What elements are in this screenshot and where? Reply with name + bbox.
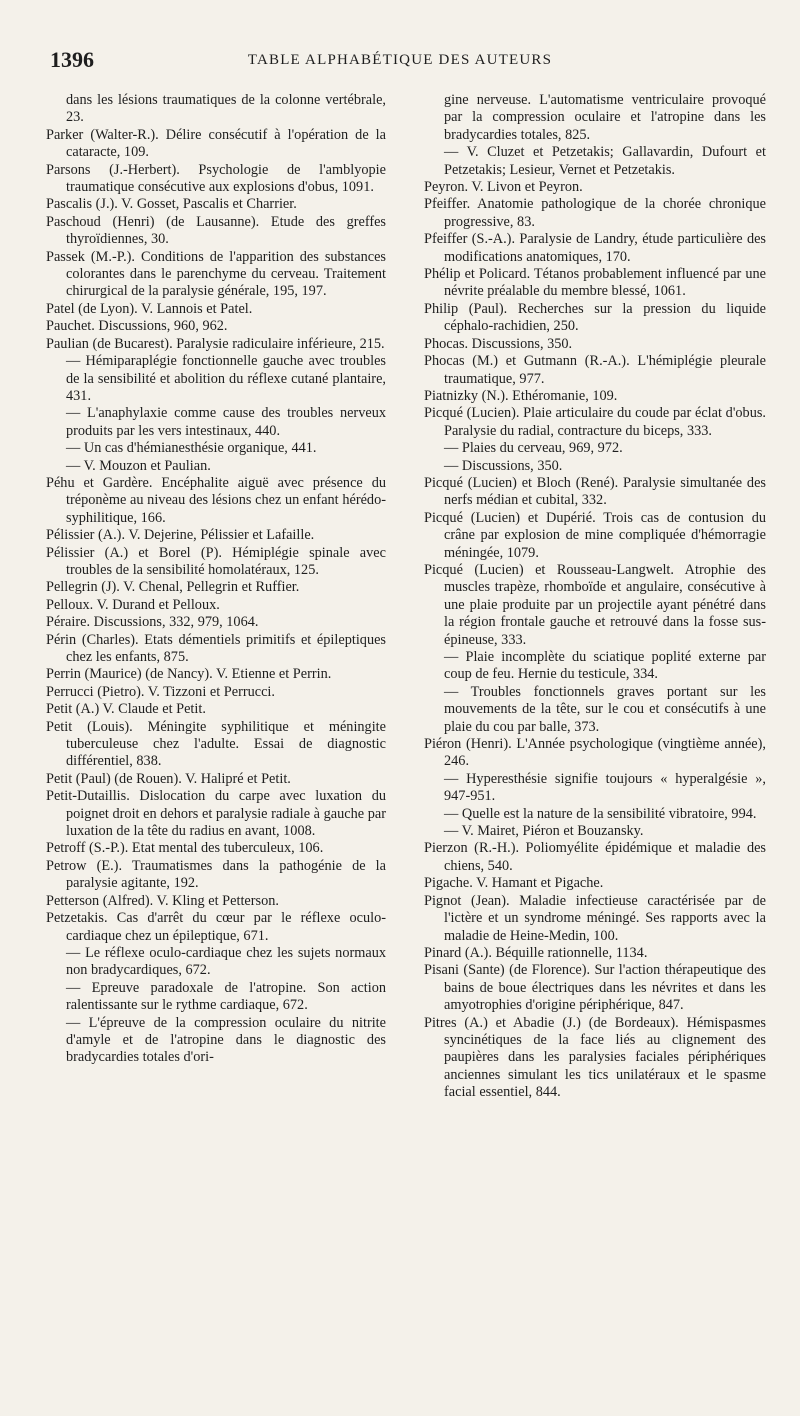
right-column xyxy=(424,92,766,1102)
index-entry: — Un cas d'hémianesthésie organique, 441. xyxy=(66,440,317,457)
index-entry: Parker (Walter-R.). Délire consécutif à l'opération de la cataracte, 109. xyxy=(46,126,386,161)
index-entry: Petrow (E.). Traumatismes dans la pathogénie de la paralysie agitante, 192. xyxy=(46,857,386,892)
index-entry: Piatnizky (N.). Ethéromanie, 109. xyxy=(424,387,618,404)
index-entry: Piéron (Henri). L'Année psychologique (vingtième année), 246. xyxy=(424,736,766,770)
index-entry: — Discussions, 350. xyxy=(444,457,563,474)
index-entry: Pellegrin (J). V. Chenal, Pellegrin et Ruffier. xyxy=(46,579,300,596)
index-entry: Perrucci (Pietro). V. Tizzoni et Perrucci. xyxy=(46,683,275,700)
index-entry: Picqué (Lucien). Plaie articulaire du coude par éclat d'obus. Paralysie du radial, contracture du biceps, 333. xyxy=(424,405,766,439)
index-entry: — Troubles fonctionnels graves portant sur les mouvements de la tête, sur le cou et consécutifs à une plaie du cou par balle, 373. xyxy=(444,683,766,735)
index-entry: — Le réflexe oculo-cardiaque chez les sujets normaux non bradycardiques, 672. xyxy=(66,944,386,979)
index-entry: Pélissier (A.). V. Dejerine, Pélissier et Lafaille. xyxy=(46,527,315,544)
index-entry: gine nerveuse. L'automatisme ventriculaire provoqué par la compression oculaire et l'atropine dans les bradycardies totales, 825. xyxy=(444,92,766,143)
index-entry: Paschoud (Henri) (de Lausanne). Etude des greffes thyroïdiennes, 30. xyxy=(46,213,386,248)
index-entry: Peyron. V. Livon et Peyron. xyxy=(424,179,583,196)
left-column xyxy=(46,92,386,1067)
index-entry: Picqué (Lucien) et Dupérié. Trois cas de contusion du crâne par explosion de mine compliquée d'hémorragie méningée, 1079. xyxy=(424,509,766,561)
index-entry: Philip (Paul). Recherches sur la pression du liquide céphalo-rachidien, 250. xyxy=(424,300,766,335)
index-entry: Pfeiffer. Anatomie pathologique de la chorée chronique progressive, 83. xyxy=(424,196,766,230)
index-entry: Petroff (S.-P.). Etat mental des tuberculeux, 106. xyxy=(46,840,324,857)
index-entry: dans les lésions traumatiques de la colonne vertébrale, 23. xyxy=(66,92,386,126)
index-entry: Pascalis (J.). V. Gosset, Pascalis et Charrier. xyxy=(46,196,297,213)
index-entry: Pfeiffer (S.-A.). Paralysie de Landry, étude particulière des modifications anatomiques, 170. xyxy=(424,231,766,265)
index-entry: Pierzon (R.-H.). Poliomyélite épidémique et maladie des chiens, 540. xyxy=(424,840,766,874)
page-number: 1396 xyxy=(50,47,94,72)
index-entry: Perrin (Maurice) (de Nancy). V. Etienne et Perrin. xyxy=(46,666,332,683)
index-entry: Passek (M.-P.). Conditions de l'apparition des substances colorantes dans le parenchyme du cerveau. Traitement chirurgical de la paralysie générale, 195, 197. xyxy=(46,248,386,300)
index-entry: Petzetakis. Cas d'arrêt du cœur par le réflexe oculo-cardiaque chez un épileptique, 671. xyxy=(46,910,386,944)
running-title: TABLE ALPHABÉTIQUE DES AUTEURS xyxy=(247,52,553,68)
index-entry: — Plaies du cerveau, 969, 972. xyxy=(444,440,623,457)
index-entry: Patel (de Lyon). V. Lannois et Patel. xyxy=(46,300,253,317)
index-entry: Picqué (Lucien) et Bloch (René). Paralysie simultanée des nerfs médian et cubital, 332. xyxy=(424,474,766,509)
index-entry: Pélissier (A.) et Borel (P). Hémiplégie spinale avec troubles de la sensibilité homolatéraux, 125. xyxy=(46,544,386,578)
index-entry: — Hémiparaplégie fonctionnelle gauche avec troubles de la sensibilité et abolition du réflexe cutané plantaire, 431. xyxy=(66,353,386,404)
index-entry: Périn (Charles). Etats démentiels primitifs et épileptiques chez les enfants, 875. xyxy=(46,631,386,665)
index-entry: Pelloux. V. Durand et Pelloux. xyxy=(46,596,220,613)
index-entry: — V. Cluzet et Petzetakis; Gallavardin, Dufourt et Petzetakis; Lesieur, Vernet et Petzetakis. xyxy=(444,144,766,178)
index-entry: Petit-Dutaillis. Dislocation du carpe avec luxation du poignet droit en dehors et paralysie radiale à gauche par luxation de la tête du radius en avant, 1008. xyxy=(46,788,386,840)
index-entry: Pinard (A.). Béquille rationnelle, 1134. xyxy=(424,944,648,961)
index-entry: Pigache. V. Hamant et Pigache. xyxy=(424,875,604,892)
index-entry: Petit (Paul) (de Rouen). V. Halipré et Petit. xyxy=(46,770,291,787)
index-entry: Parsons (J.-Herbert). Psychologie de l'amblyopie traumatique consécutive aux explosions d'obus, 1091. xyxy=(46,161,386,196)
index-entry: Petit (Louis). Méningite syphilitique et méningite tuberculeuse chez l'adulte. Essai de diagnostic différentiel, 838. xyxy=(46,718,386,770)
index-entry: — Quelle est la nature de la sensibilité vibratoire, 994. xyxy=(444,805,757,822)
index-entry: Phocas (M.) et Gutmann (R.-A.). L'hémiplégie pleurale traumatique, 977. xyxy=(424,353,766,387)
index-entry: — Plaie incomplète du sciatique poplité externe par coup de feu. Hernie du testicule, 334. xyxy=(444,649,766,683)
index-entry: — L'anaphylaxie comme cause des troubles nerveux produits par les vers intestinaux, 440. xyxy=(66,405,386,439)
page-header xyxy=(0,47,800,77)
index-entry: — V. Mairet, Piéron et Bouzansky. xyxy=(444,823,644,840)
index-entry: Pignot (Jean). Maladie infectieuse caractérisée par de l'ictère et un syndrome méningé. Ses rapports avec la maladie de Heine-Medin, 100. xyxy=(424,892,766,944)
index-entry: — Epreuve paradoxale de l'atropine. Son action ralentissante sur le rythme cardiaque, 672. xyxy=(66,979,386,1014)
index-entry: — Hyperesthésie signifie toujours « hyperalgésie », 947-951. xyxy=(444,770,766,805)
index-entry: Péhu et Gardère. Encéphalite aiguë avec présence du tréponème au niveau des lésions chez un enfant hérédo-syphilitique, 166. xyxy=(46,474,386,526)
index-entry: Pitres (A.) et Abadie (J.) (de Bordeaux). Hémispasmes syncinétiques de la face liés au clignement des paupières dans les paralysies faciales périphériques anciennes simulant les tics unilatéraux et le spasme facial essentiel, 844. xyxy=(424,1014,766,1101)
index-entry: — L'épreuve de la compression oculaire du nitrite d'amyle et de l'atropine dans le diagnostic des bradycardies totales d'ori- xyxy=(66,1014,386,1066)
index-entry: Picqué (Lucien) et Rousseau-Langwelt. Atrophie des muscles trapèze, rhomboïde et angulaire, consécutive à une plaie produite par un projectile ayant pénétré dans la région frontale gauche et retrouvé dans la fosse sus-épineuse, 333. xyxy=(424,561,766,648)
index-entry: Petit (A.) V. Claude et Petit. xyxy=(46,701,206,718)
index-entry: Pisani (Sante) (de Florence). Sur l'action thérapeutique des bains de boue électriques dans les névrites et dans les amyotrophies d'origine périphérique, 847. xyxy=(424,962,766,1014)
index-entry: — V. Mouzon et Paulian. xyxy=(66,457,211,474)
index-entry: Pauchet. Discussions, 960, 962. xyxy=(46,318,228,335)
index-entry: Paulian (de Bucarest). Paralysie radiculaire inférieure, 215. xyxy=(46,335,385,352)
index-entry: Phélip et Policard. Tétanos probablement influencé par une névrite préalable du membre blessé, 1061. xyxy=(424,266,766,300)
index-entry: Phocas. Discussions, 350. xyxy=(424,335,573,352)
index-entry: Péraire. Discussions, 332, 979, 1064. xyxy=(46,614,259,631)
index-entry: Petterson (Alfred). V. Kling et Petterson. xyxy=(46,892,279,909)
